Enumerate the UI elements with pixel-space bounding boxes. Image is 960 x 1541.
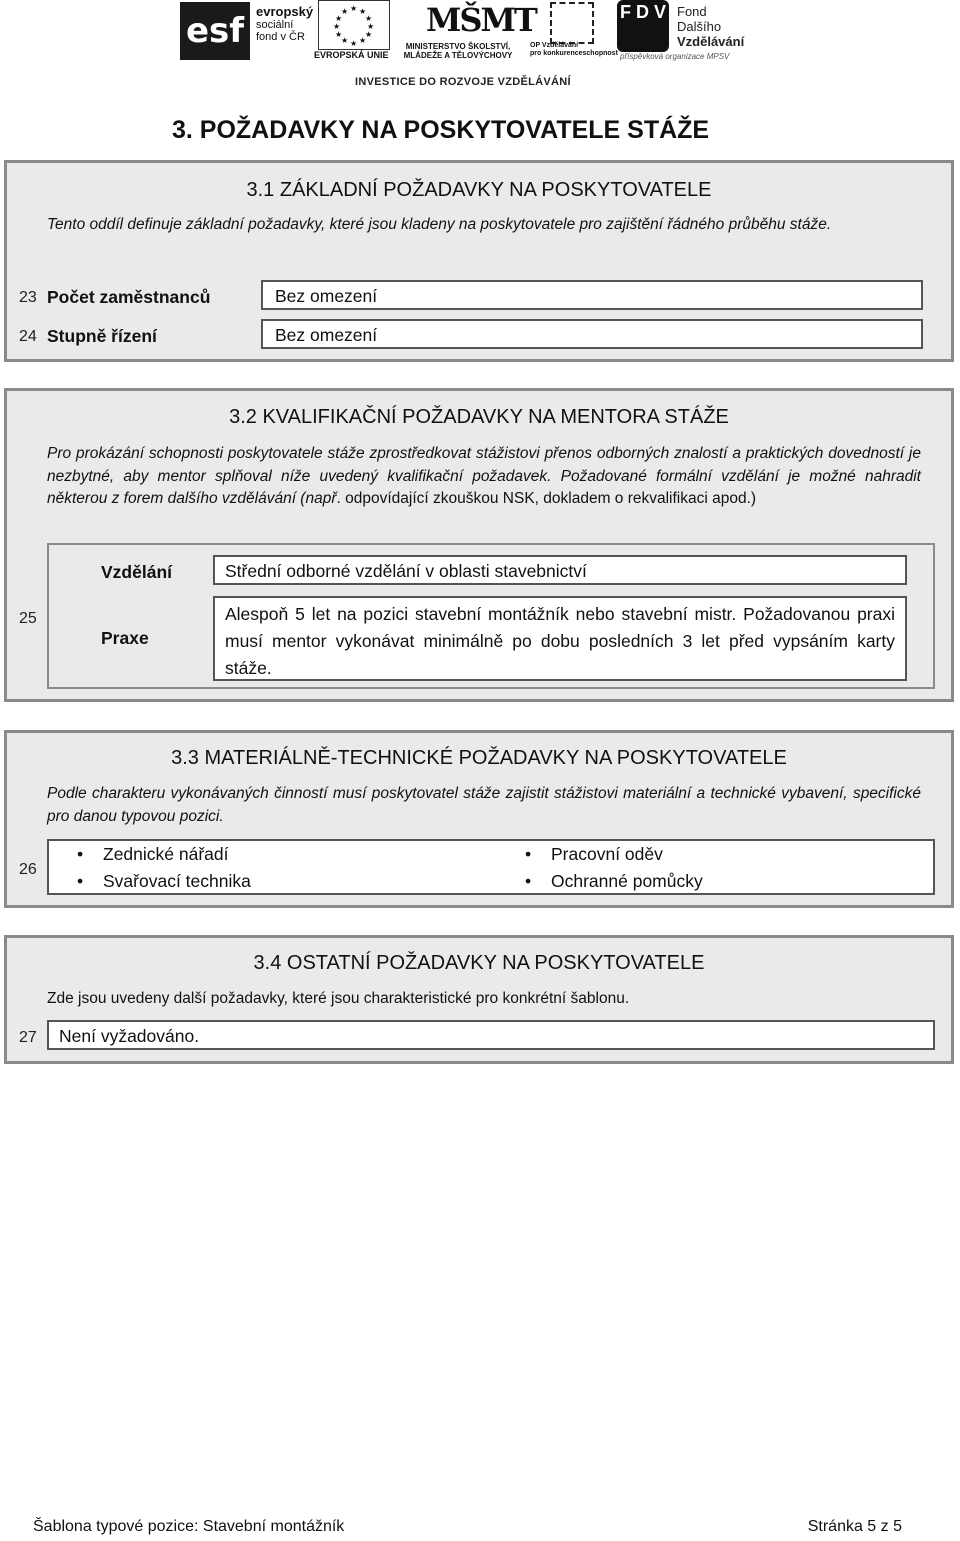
equipment-item: • Zednické nářadí [103,844,229,865]
practice-value: Alespoň 5 let na pozici stavební montážník nebo stavební mistr. Požadovanou praxi musí mentor vykonávat minimálně po dobu posledních 3 let před vypsáním karty stáže. [225,604,895,678]
op-logo [550,2,594,44]
fdv-subtitle: příspěvková organizace MPSV [620,52,730,61]
management-levels-field [261,319,923,349]
esf-logo: esf [180,2,250,60]
section-material-technical [4,730,954,908]
employees-value: Bez omezení [275,286,378,306]
logo-strip [180,0,760,95]
row-number: 24 [19,328,37,345]
practice-field [213,596,907,681]
msmt-caption: MINISTERSTVO ŠKOLSTVÍ, MLÁDEŽE A TĚLOVÝCHOVY [403,42,513,60]
footer-template-name: Šablona typové pozice: Stavební montážník [33,1518,345,1535]
equipment-item: • Pracovní oděv [551,844,663,865]
section-intro: Podle charakteru vykonávaných činností musí poskytovatel stáže zajistit stážistovi materiální a technické vybavení, specifické pro danou typovou pozici. [47,785,921,825]
other-requirements-value: Není vyžadováno. [59,1026,200,1046]
field-label-employees: Počet zaměstnanců [47,287,211,307]
row-number: 27 [19,1029,37,1046]
eu-flag-logo: ★ ★ ★ ★ ★ ★ ★ ★ ★ ★ ★ ★ [318,0,390,50]
row-number: 25 [19,610,37,627]
footer-page-number: Stránka 5 z 5 [807,1518,902,1535]
equipment-item: • Svařovací technika [103,871,251,892]
page-title: 3. POŽADAVKY NA POSKYTOVATELE STÁŽE [172,116,710,144]
op-caption: OP Vzdělávání pro konkurenceschopnost [530,42,618,57]
esf-logo-text: evropský sociální fond v ČR [256,4,314,43]
management-levels-value: Bez omezení [275,325,378,345]
education-value: Střední odborné vzdělání v oblasti stavebnictví [225,561,587,581]
section-intro: Zde jsou uvedeny další požadavky, které jsou charakteristické pro konkrétní šablonu. [47,990,630,1007]
field-label-management-levels: Stupně řízení [47,326,157,346]
fdv-logo-text: Fond Dalšího Vzdělávání [677,4,745,49]
msmt-logo: MŠMT [426,1,536,39]
equipment-list [47,839,935,895]
education-label: Vzdělání [101,562,172,582]
section-basic-requirements [4,160,954,362]
row-number: 26 [19,861,37,878]
investice-slogan: INVESTICE DO ROZVOJE VZDĚLÁVÁNÍ [355,76,571,88]
section-title: 3.4 OSTATNÍ POŽADAVKY NA POSKYTOVATELE [253,952,705,974]
section-intro: Pro prokázání schopnosti poskytovatele stáže zprostředkovat stážistovi přenos odborných znalostí a praktických dovedností je nezbytné, aby mentor splňoval níže uvedený kvalifikační požadavek. Požadované formální vzdělání je možné nahradit některou z forem dalšího vzdělávání (např. odpovídající zkouškou NSK, dokladem o rekvalifikaci apod.) [47,445,921,507]
eu-caption: EVROPSKÁ UNIE [314,50,389,60]
section-title: 3.2 KVALIFIKAČNÍ POŽADAVKY NA MENTORA STÁŽE [229,406,729,428]
section-title: 3.1 ZÁKLADNÍ POŽADAVKY NA POSKYTOVATELE [246,179,712,201]
fdv-logo: F D V [617,0,669,52]
section-intro: Tento oddíl definuje základní požadavky, které jsou kladeny na poskytovatele pro zajištění řádného průběhu stáže. [47,216,832,233]
section-title: 3.3 MATERIÁLNĚ-TECHNICKÉ POŽADAVKY NA POSKYTOVATELE [171,747,787,769]
education-field [213,555,907,585]
section-mentor-qualification [4,388,954,702]
employees-field [261,280,923,310]
section-other-requirements [4,935,954,1064]
practice-label: Praxe [101,628,149,648]
equipment-item: • Ochranné pomůcky [551,871,703,892]
qualification-panel [47,543,935,689]
row-number: 23 [19,289,37,306]
other-requirements-field [47,1020,935,1050]
